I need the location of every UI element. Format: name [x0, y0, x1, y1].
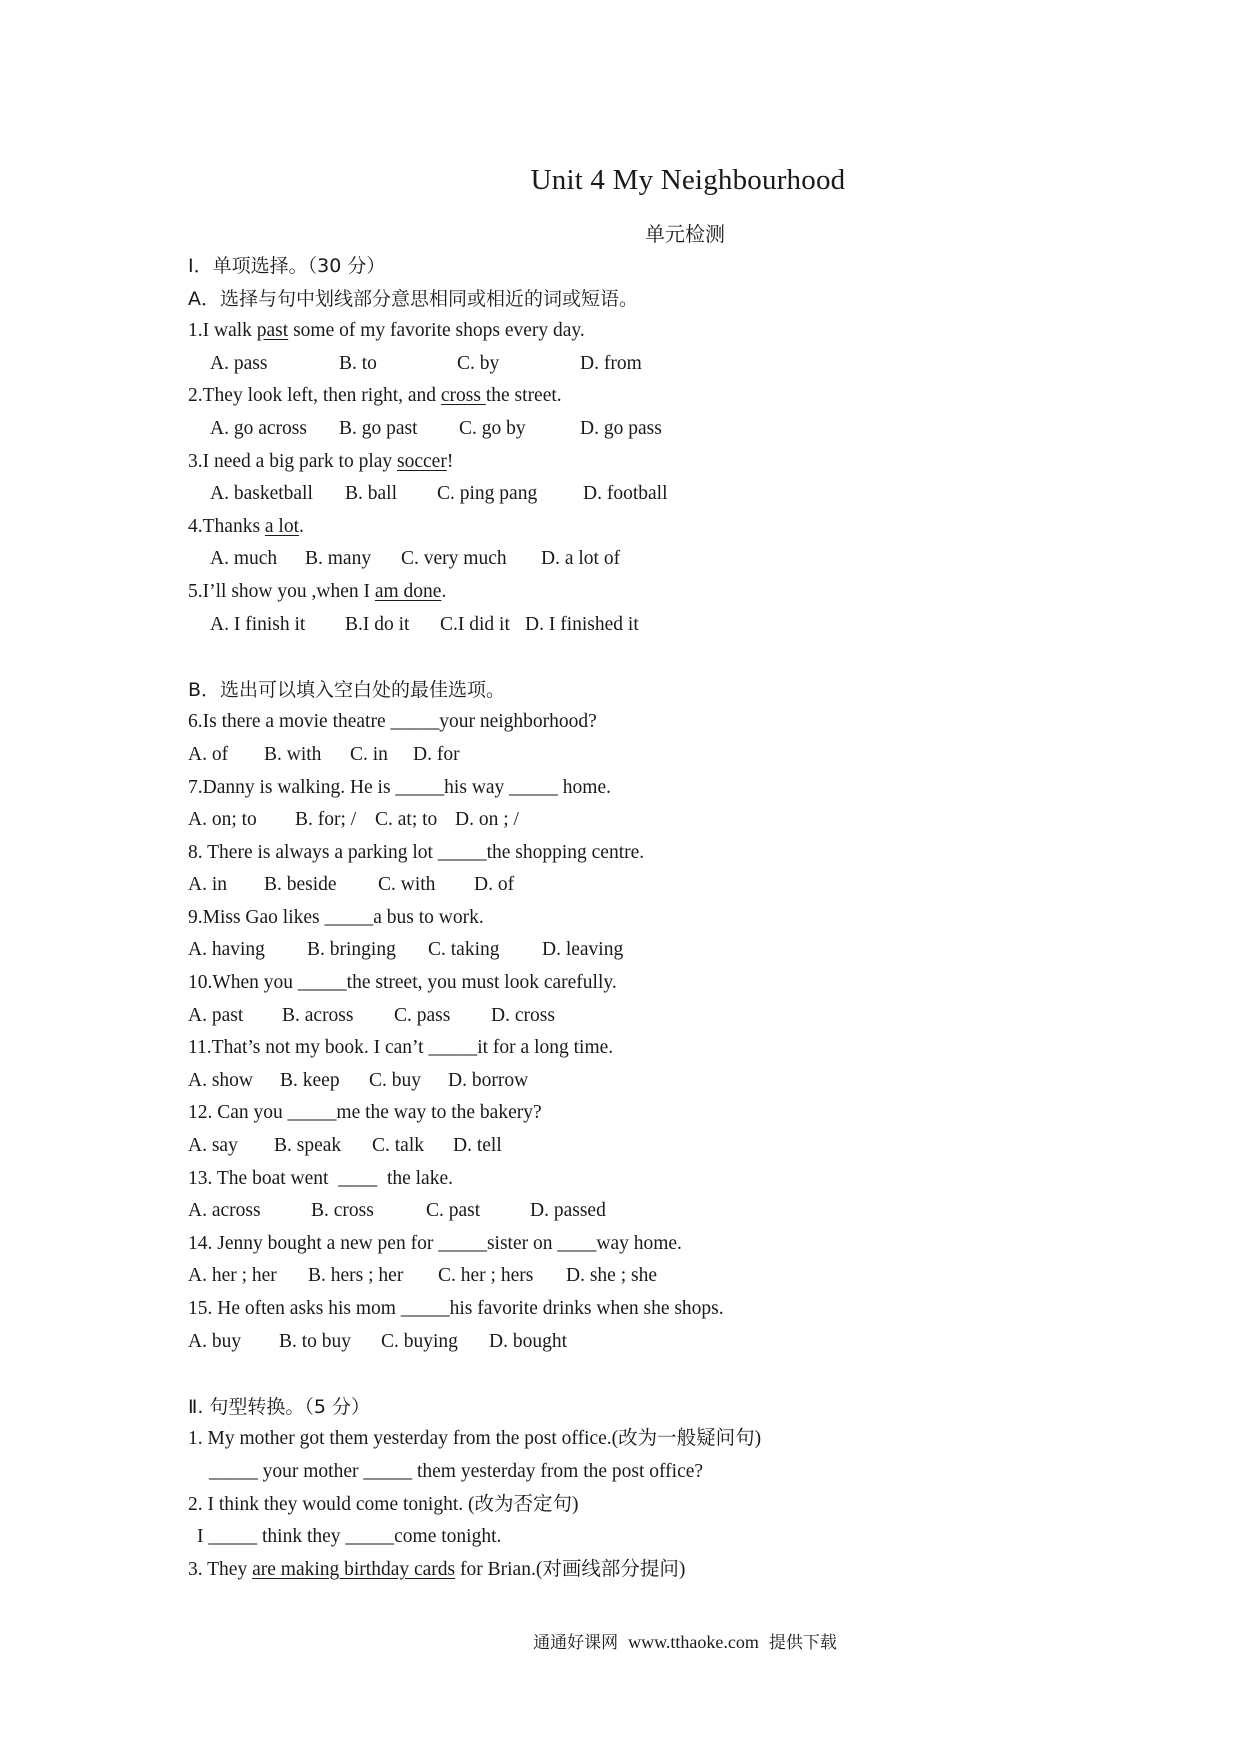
partB-question-14: [188, 1228, 1168, 1293]
option-c: C. ping pang: [437, 483, 538, 505]
partB-question-7: [188, 772, 1168, 837]
question-text: 5.I’ll show you ,when I: [188, 580, 375, 602]
worksheet-content: [188, 250, 1168, 1586]
question-text: 8. There is always a parking lot _____the shopping centre.: [188, 841, 645, 863]
option-b: B. to buy: [279, 1330, 352, 1352]
question-text: 6.Is there a movie theatre _____your neighborhood?: [188, 711, 597, 733]
question-text: 9.Miss Gao likes _____a bus to work.: [188, 906, 484, 928]
option-b: B.I do it: [345, 613, 410, 635]
options-row: [188, 1130, 1168, 1163]
option-c: C. with: [378, 874, 436, 896]
options-row: [188, 1065, 1168, 1098]
option-d: D. for: [413, 743, 460, 765]
question-text: 3.I need a big park to play: [188, 450, 398, 472]
option-c: C. talk: [372, 1135, 424, 1157]
option-d: D. football: [583, 483, 668, 505]
partB-question-9: [188, 902, 1168, 967]
question-text-end: some of my favorite shops every day.: [288, 320, 585, 342]
option-b: B. cross: [311, 1200, 374, 1222]
option-d: D. leaving: [542, 939, 624, 961]
option-d: D. bought: [489, 1330, 567, 1352]
option-c: C. buy: [369, 1069, 422, 1091]
transform-question-3: [188, 1554, 1168, 1587]
option-c: C. at; to: [375, 809, 438, 831]
underlined-word: past: [256, 320, 289, 342]
partB-question-12: [188, 1097, 1168, 1162]
partA-heading: A．选择与句中划线部分意思相同或相近的词或短语。: [188, 287, 638, 310]
option-c: C. buying: [381, 1330, 458, 1352]
page-title: Unit 4 My Neighbourhood: [530, 164, 846, 196]
underlined-word: a lot: [264, 515, 300, 537]
question-text: 4.Thanks: [188, 515, 265, 537]
option-c: C. past: [426, 1200, 481, 1222]
option-d: D. tell: [453, 1135, 502, 1157]
question-text: 14. Jenny bought a new pen for _____sister on ____way home.: [188, 1232, 682, 1254]
option-a: A. show: [188, 1069, 254, 1091]
section1-heading: Ⅰ．单项选择。（30 分）: [188, 255, 386, 277]
options-row: [188, 739, 1168, 772]
option-b: B. bringing: [307, 939, 396, 961]
option-a: A. buy: [188, 1330, 242, 1352]
partA-question-3: [188, 446, 1168, 511]
question-text: 11.That’s not my book. I can’t _____it for a long time.: [188, 1037, 614, 1059]
question-text: 3. They: [188, 1558, 253, 1580]
partB-question-6: [188, 706, 1168, 771]
option-a: A. her ; her: [188, 1265, 277, 1287]
option-b: B. to: [339, 352, 377, 374]
partB-question-8: [188, 837, 1168, 902]
option-b: B. speak: [274, 1135, 342, 1157]
question-text: 1.I walk: [188, 320, 257, 342]
question-text: 13. The boat went ____ the lake.: [188, 1167, 453, 1189]
footer-url[interactable]: www.tthaoke.com: [628, 1632, 759, 1652]
option-a: A. basketball: [210, 483, 313, 505]
question-text-end: !: [446, 450, 454, 472]
option-c: C. pass: [394, 1004, 451, 1026]
options-row: [188, 869, 1168, 902]
option-a: A. past: [188, 1004, 244, 1026]
partA-question-1: [188, 315, 1168, 380]
option-a: A. in: [188, 874, 227, 896]
partB-heading: B．选出可以填入空白处的最佳选项。: [188, 678, 506, 701]
option-d: D. I finished it: [525, 613, 639, 635]
option-d: D. borrow: [448, 1069, 529, 1091]
option-b: B. ball: [345, 483, 397, 505]
question-text-end: for Brian.(对画线部分提问): [455, 1558, 686, 1580]
question-text-end: .: [299, 515, 304, 537]
partA-question-5: [188, 576, 1168, 641]
option-a: A. I finish it: [210, 613, 306, 635]
spacer: [188, 641, 1168, 674]
option-d: D. on ; /: [455, 809, 519, 831]
partB-question-10: [188, 967, 1168, 1032]
option-a: A. say: [188, 1135, 238, 1157]
option-c: C. very much: [401, 548, 507, 570]
option-b: B. many: [305, 548, 372, 570]
partA-question-4: [188, 511, 1168, 576]
question-text: 10.When you _____the street, you must look carefully.: [188, 972, 617, 994]
option-a: A. much: [210, 548, 278, 570]
options-row: [188, 934, 1168, 967]
options-row: [188, 1326, 1168, 1359]
option-d: D. from: [580, 352, 642, 374]
option-b: B. hers ; her: [308, 1265, 404, 1287]
option-a: A. pass: [210, 352, 268, 374]
partB-question-11: [188, 1032, 1168, 1097]
option-d: D. of: [474, 874, 515, 896]
transform-answer-2: I _____ think they _____come tonight.: [197, 1526, 502, 1548]
options-row: [188, 609, 1168, 642]
underlined-word: cross: [440, 385, 486, 407]
underlined-word: soccer: [397, 450, 447, 472]
option-b: B. keep: [280, 1069, 340, 1091]
option-c: C.I did it: [440, 613, 510, 635]
option-a: A. on; to: [188, 809, 257, 831]
option-a: A. having: [188, 939, 265, 961]
option-b: B. beside: [264, 874, 337, 896]
partA-question-2: [188, 380, 1168, 445]
options-row: [188, 413, 1168, 446]
option-d: D. go pass: [580, 417, 662, 439]
option-d: D. a lot of: [541, 548, 621, 570]
option-b: B. for; /: [295, 809, 357, 831]
options-row: [188, 804, 1168, 837]
options-row: [188, 348, 1168, 381]
option-c: C. in: [350, 743, 388, 765]
partB-question-15: [188, 1293, 1168, 1358]
spacer: [188, 1358, 1168, 1391]
transform-answer-1: _____ your mother _____ them yesterday from the post office?: [209, 1460, 704, 1482]
footer-site-name: 通通好课网: [533, 1633, 619, 1653]
underlined-phrase: are making birthday cards: [252, 1558, 456, 1580]
option-c: C. by: [457, 352, 500, 374]
underlined-word: am done: [374, 580, 442, 602]
options-row: [188, 1260, 1168, 1293]
question-text-end: .: [441, 580, 447, 602]
option-a: A. go across: [210, 417, 307, 439]
options-row: [188, 543, 1168, 576]
question-text: 7.Danny is walking. He is _____his way _____ home.: [188, 776, 612, 798]
option-b: B. across: [282, 1004, 354, 1026]
section2-heading: Ⅱ. 句型转换。（5 分）: [188, 1395, 371, 1418]
question-text: 15. He often asks his mom _____his favorite drinks when she shops.: [188, 1298, 724, 1319]
option-d: D. she ; she: [566, 1265, 657, 1287]
question-text: 2.They look left, then right, and: [188, 385, 441, 407]
partB-question-13: [188, 1163, 1168, 1228]
option-a: A. of: [188, 743, 229, 765]
option-c: C. taking: [428, 939, 500, 961]
option-d: D. passed: [530, 1200, 606, 1222]
option-a: A. across: [188, 1200, 261, 1222]
option-b: B. go past: [339, 417, 418, 439]
transform-question-2: 2. I think they would come tonight. (改为否定句): [188, 1493, 579, 1515]
page-subtitle: 单元检测: [645, 222, 725, 246]
options-row: [188, 478, 1168, 511]
option-d: D. cross: [491, 1004, 555, 1026]
options-row: [188, 1195, 1168, 1228]
page-footer: [0, 1628, 1240, 1653]
option-c: C. go by: [459, 417, 526, 439]
option-c: C. her ; hers: [438, 1265, 534, 1287]
question-text-end: the street.: [485, 385, 562, 407]
question-text: 12. Can you _____me the way to the bakery?: [188, 1102, 542, 1124]
options-row: [188, 1000, 1168, 1033]
option-b: B. with: [264, 743, 322, 765]
footer-suffix: 提供下载: [768, 1633, 837, 1653]
transform-question-1: 1. My mother got them yesterday from the post office.(改为一般疑问句): [188, 1428, 762, 1450]
